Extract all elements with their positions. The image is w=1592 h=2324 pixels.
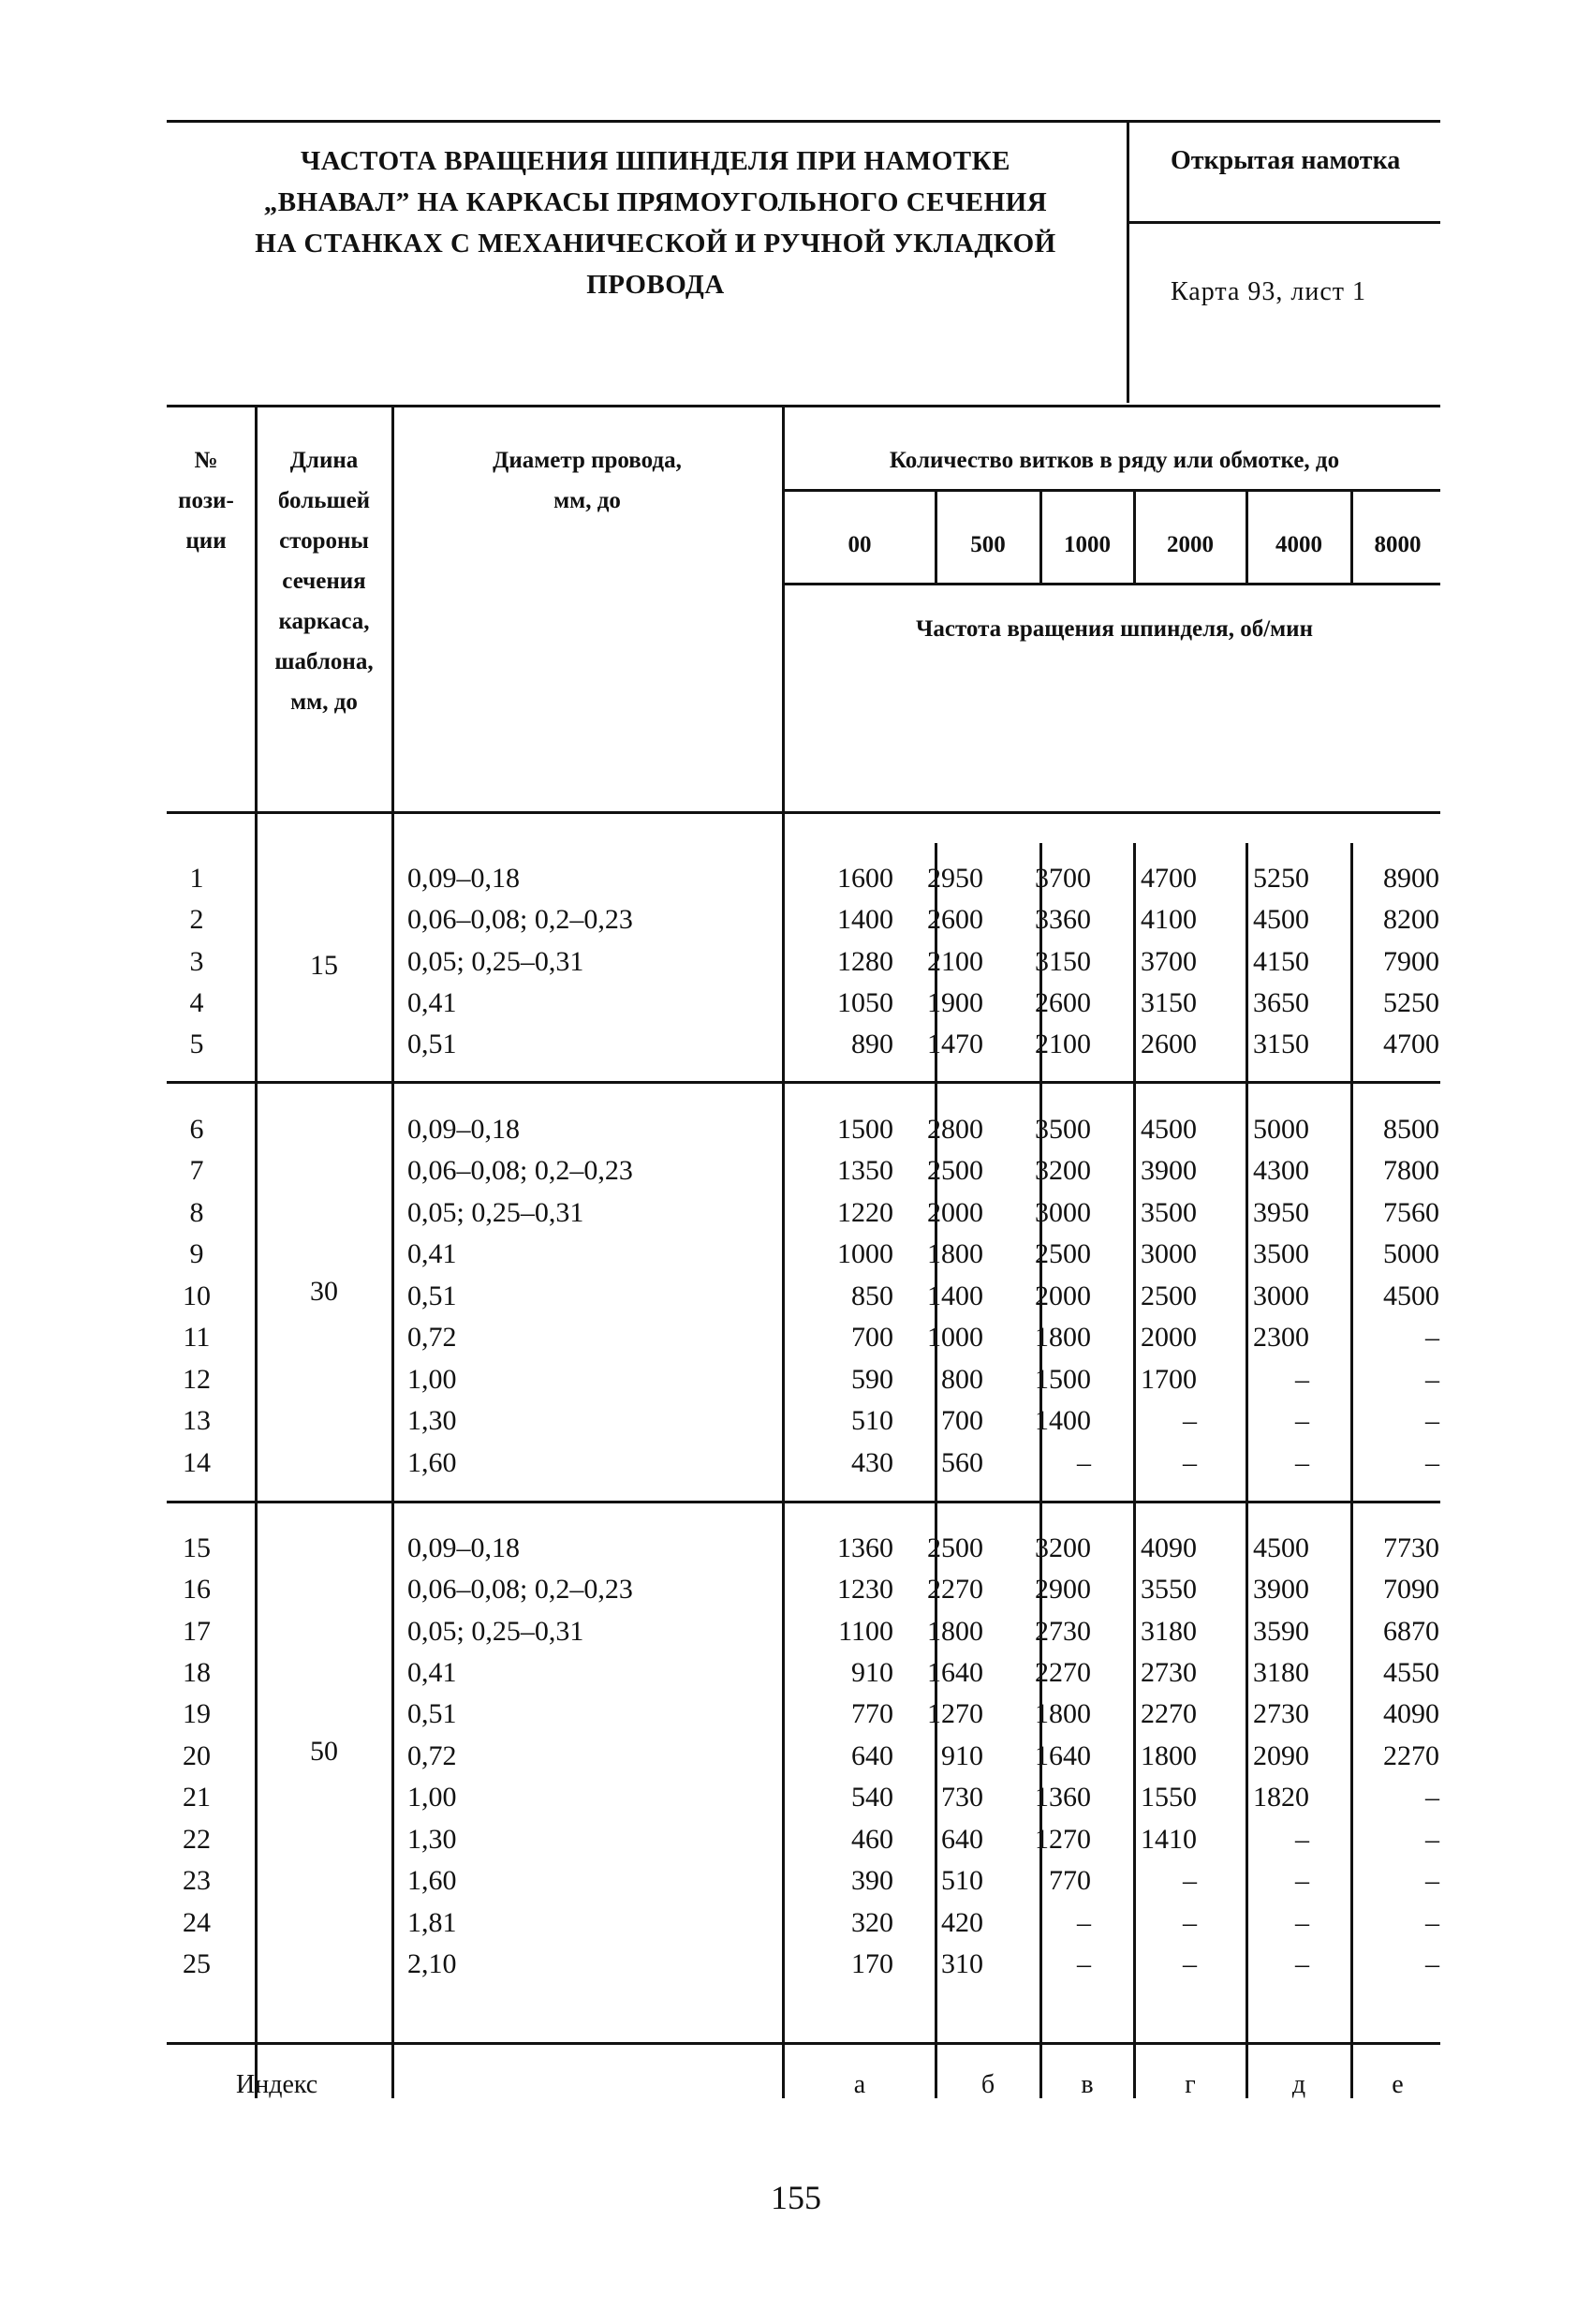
table-row: 23 1,60 390 510 770 – – – [183,1865,1439,1896]
title-line-2: „ВНАВАЛ” НА КАРКАСЫ ПРЯМОУГОЛЬНОГО СЕЧЕНИЯ [263,187,1048,217]
turns-col-1: 00 [848,532,872,557]
turns-col-5: 4000 [1275,532,1322,557]
table-row: 10 0,51 850 1400 2000 2500 3000 4500 [183,1280,1439,1311]
turns-col-3: 1000 [1064,532,1111,557]
index-letter-b: б [980,2070,995,2099]
table-row: 19 0,51 770 1270 1800 2270 2730 4090 [183,1698,1439,1729]
table-row: 17 0,05; 0,25–0,31 1100 1800 2730 3180 3590 6870 [183,1616,1439,1647]
table-row: 11 0,72 700 1000 1800 2000 2300 – [183,1322,1439,1353]
table-row: 13 1,30 510 700 1400 – – – [183,1405,1439,1436]
group-length-50: 50 [310,1736,338,1767]
winding-type-label: Открытая намотка [1171,146,1401,175]
table-row: 15 0,09–0,18 1360 2500 3200 4090 4500 7730 [183,1532,1439,1563]
table-row: 14 1,60 430 560 – – – – [183,1447,1439,1478]
index-label: Индекс [236,2070,318,2099]
card-sheet-label: Карта 93, лист 1 [1171,277,1366,306]
table-row: 12 1,00 590 800 1500 1700 – – [183,1364,1439,1395]
turns-col-4: 2000 [1167,532,1214,557]
index-letter-d: д [1291,2070,1306,2099]
table-row: 7 0,06–0,08; 0,2–0,23 1350 2500 3200 3900 4300 7800 [189,1155,1439,1186]
group-length-15: 15 [310,950,338,981]
turns-col-6: 8000 [1374,532,1422,557]
table-row: 16 0,06–0,08; 0,2–0,23 1230 2270 2900 3550 3900 7090 [183,1574,1439,1605]
table-row: 24 1,81 320 420 – – – – [183,1907,1439,1938]
index-letter-a: а [853,2070,866,2099]
table-row: 21 1,00 540 730 1360 1550 1820 – [183,1782,1439,1813]
header-speed: Частота вращения шпинделя, об/мин [916,616,1313,642]
turns-col-2: 500 [970,532,1006,557]
title-line-1: ЧАСТОТА ВРАЩЕНИЯ ШПИНДЕЛЯ ПРИ НАМОТКЕ [300,146,1011,176]
title-line-4: ПРОВОДА [586,270,725,300]
table-row: 6 0,09–0,18 1500 2800 3500 4500 5000 8500 [189,1114,1439,1145]
index-letter-e: е [1392,2070,1404,2099]
table-row: 1 0,09–0,18 1600 2950 3700 4700 5250 8900 [189,863,1439,894]
table-row: 5 0,51 890 1470 2100 2600 3150 4700 [189,1029,1439,1059]
index-letter-g: г [1185,2070,1196,2099]
table-row: 18 0,41 910 1640 2270 2730 3180 4550 [183,1657,1439,1688]
table-row: 4 0,41 1050 1900 2600 3150 3650 5250 [189,987,1439,1018]
table-row: 2 0,06–0,08; 0,2–0,23 1400 2600 3360 4100 4500 8200 [189,904,1439,935]
title-line-3: НА СТАНКАХ С МЕХАНИЧЕСКОЙ И РУЧНОЙ УКЛАДКОЙ [255,229,1056,259]
header-diameter: Диаметр провода, мм, до [493,448,682,513]
table-row: 20 0,72 640 910 1640 1800 2090 2270 [183,1740,1439,1771]
table-row: 3 0,05; 0,25–0,31 1280 2100 3150 3700 4150 7900 [189,946,1439,977]
table-row: 25 2,10 170 310 – – – – [183,1948,1439,1979]
group-length-30: 30 [310,1276,338,1307]
index-letter-v: в [1081,2070,1094,2099]
header-position: № пози- ции [178,448,234,554]
table-row: 9 0,41 1000 1800 2500 3000 3500 5000 [189,1238,1439,1269]
header-turns: Количество витков в ряду или обмотке, до [889,448,1340,473]
table-row: 8 0,05; 0,25–0,31 1220 2000 3000 3500 3950 7560 [189,1197,1439,1228]
header-length: Длина большей стороны сечения каркаса, шаблона, мм, до [274,448,374,715]
page-number: 155 [771,2179,821,2216]
document-title [239,141,1072,305]
table-row: 22 1,30 460 640 1270 1410 – – [183,1824,1439,1855]
